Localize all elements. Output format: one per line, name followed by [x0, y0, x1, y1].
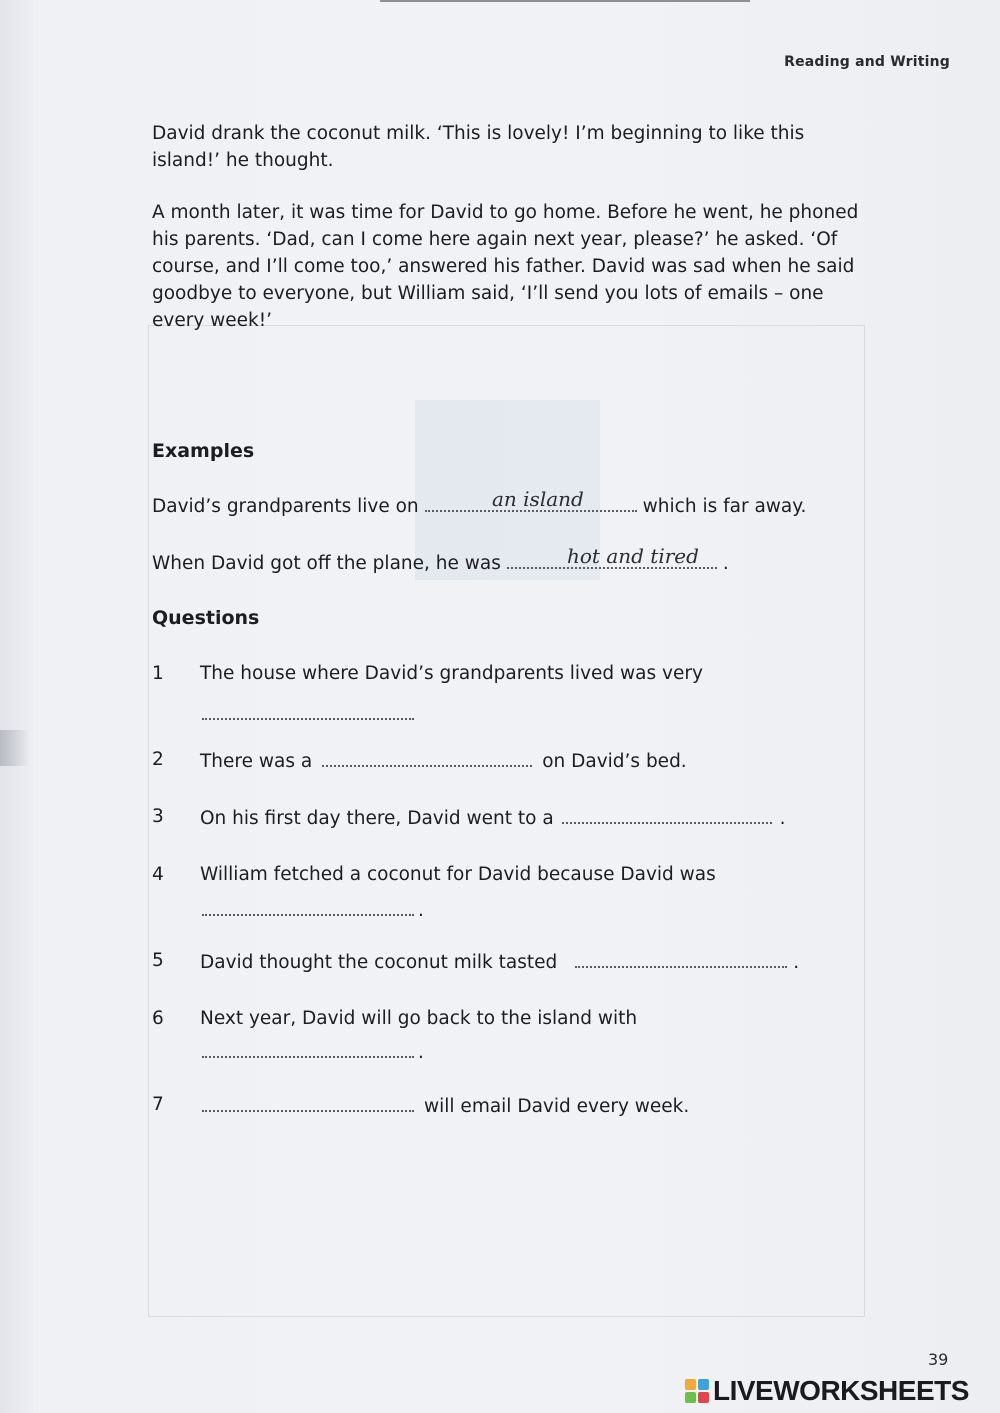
- questions-heading: Questions: [152, 607, 260, 629]
- question-5-line: [200, 950, 799, 973]
- watermark-text: LIVEWORKSHEETS: [713, 1375, 969, 1406]
- top-edge-line: [380, 0, 750, 2]
- question-1-number: 1: [152, 663, 164, 684]
- example-1-after: which is far away.: [642, 496, 807, 517]
- question-6-answer-field[interactable]: [202, 1040, 414, 1058]
- example-1: [152, 494, 806, 517]
- example-2-after: .: [722, 553, 729, 574]
- liveworksheets-logo-icon: [685, 1379, 709, 1403]
- question-2-number: 2: [152, 749, 164, 770]
- example-2-answer: hot and tired: [567, 544, 699, 568]
- question-6-after: .: [418, 1042, 424, 1063]
- question-7-number: 7: [152, 1094, 164, 1115]
- question-1-answer-field[interactable]: [202, 702, 414, 720]
- example-1-answer: an island: [492, 487, 584, 511]
- question-7-answer-field[interactable]: [202, 1094, 414, 1112]
- section-header: Reading and Writing: [784, 54, 950, 70]
- question-4-after: .: [418, 900, 424, 921]
- question-3-line: [200, 806, 786, 829]
- question-6-blank-line: [200, 1040, 424, 1063]
- question-4-blank-line: [200, 898, 424, 921]
- story-paragraph-2: A month later, it was time for David to go home. Before he went, he phoned his parents. ‘Dad, can I come here again next year, please?’ he asked. ‘Of course, and I’ll come too,’ answered his father. David was sad when he said goodbye to everyone, but William said, ‘I’ll send you lots of emails – one every week!’: [152, 202, 859, 331]
- question-3-after: .: [779, 808, 786, 829]
- question-3-number: 3: [152, 806, 164, 827]
- question-2-after: on David’s bed.: [542, 751, 687, 772]
- question-6-text: Next year, David will go back to the island with: [200, 1008, 638, 1029]
- question-5-text: David thought the coconut milk tasted: [200, 952, 558, 973]
- liveworksheets-watermark: [685, 1373, 969, 1409]
- question-4-text: William fetched a coconut for David because David was: [200, 864, 716, 885]
- example-2-text: When David got off the plane, he was: [152, 553, 501, 574]
- page-number: 39: [928, 1350, 949, 1369]
- question-1-text: The house where David’s grandparents lived was very: [200, 663, 703, 684]
- question-2-line: [200, 749, 687, 772]
- question-5-answer-field[interactable]: [575, 950, 787, 968]
- example-1-text: David’s grandparents live on: [152, 496, 419, 517]
- story-paragraph-1: David drank the coconut milk. ‘This is lovely! I’m beginning to like this island!’ he thought.: [152, 123, 805, 171]
- question-2-text: There was a: [200, 751, 313, 772]
- question-5-after: .: [793, 952, 800, 973]
- question-3-answer-field[interactable]: [562, 806, 772, 824]
- question-7-after: will email David every week.: [424, 1096, 690, 1117]
- question-4-answer-field[interactable]: [202, 898, 414, 916]
- question-5-number: 5: [152, 950, 164, 971]
- examples-heading: Examples: [152, 440, 255, 462]
- question-6-number: 6: [152, 1008, 164, 1029]
- question-3-text: On his first day there, David went to a: [200, 808, 554, 829]
- question-4-number: 4: [152, 864, 164, 885]
- question-2-answer-field[interactable]: [322, 749, 532, 767]
- binding-shadow: [0, 730, 30, 766]
- question-7-line: [200, 1094, 689, 1117]
